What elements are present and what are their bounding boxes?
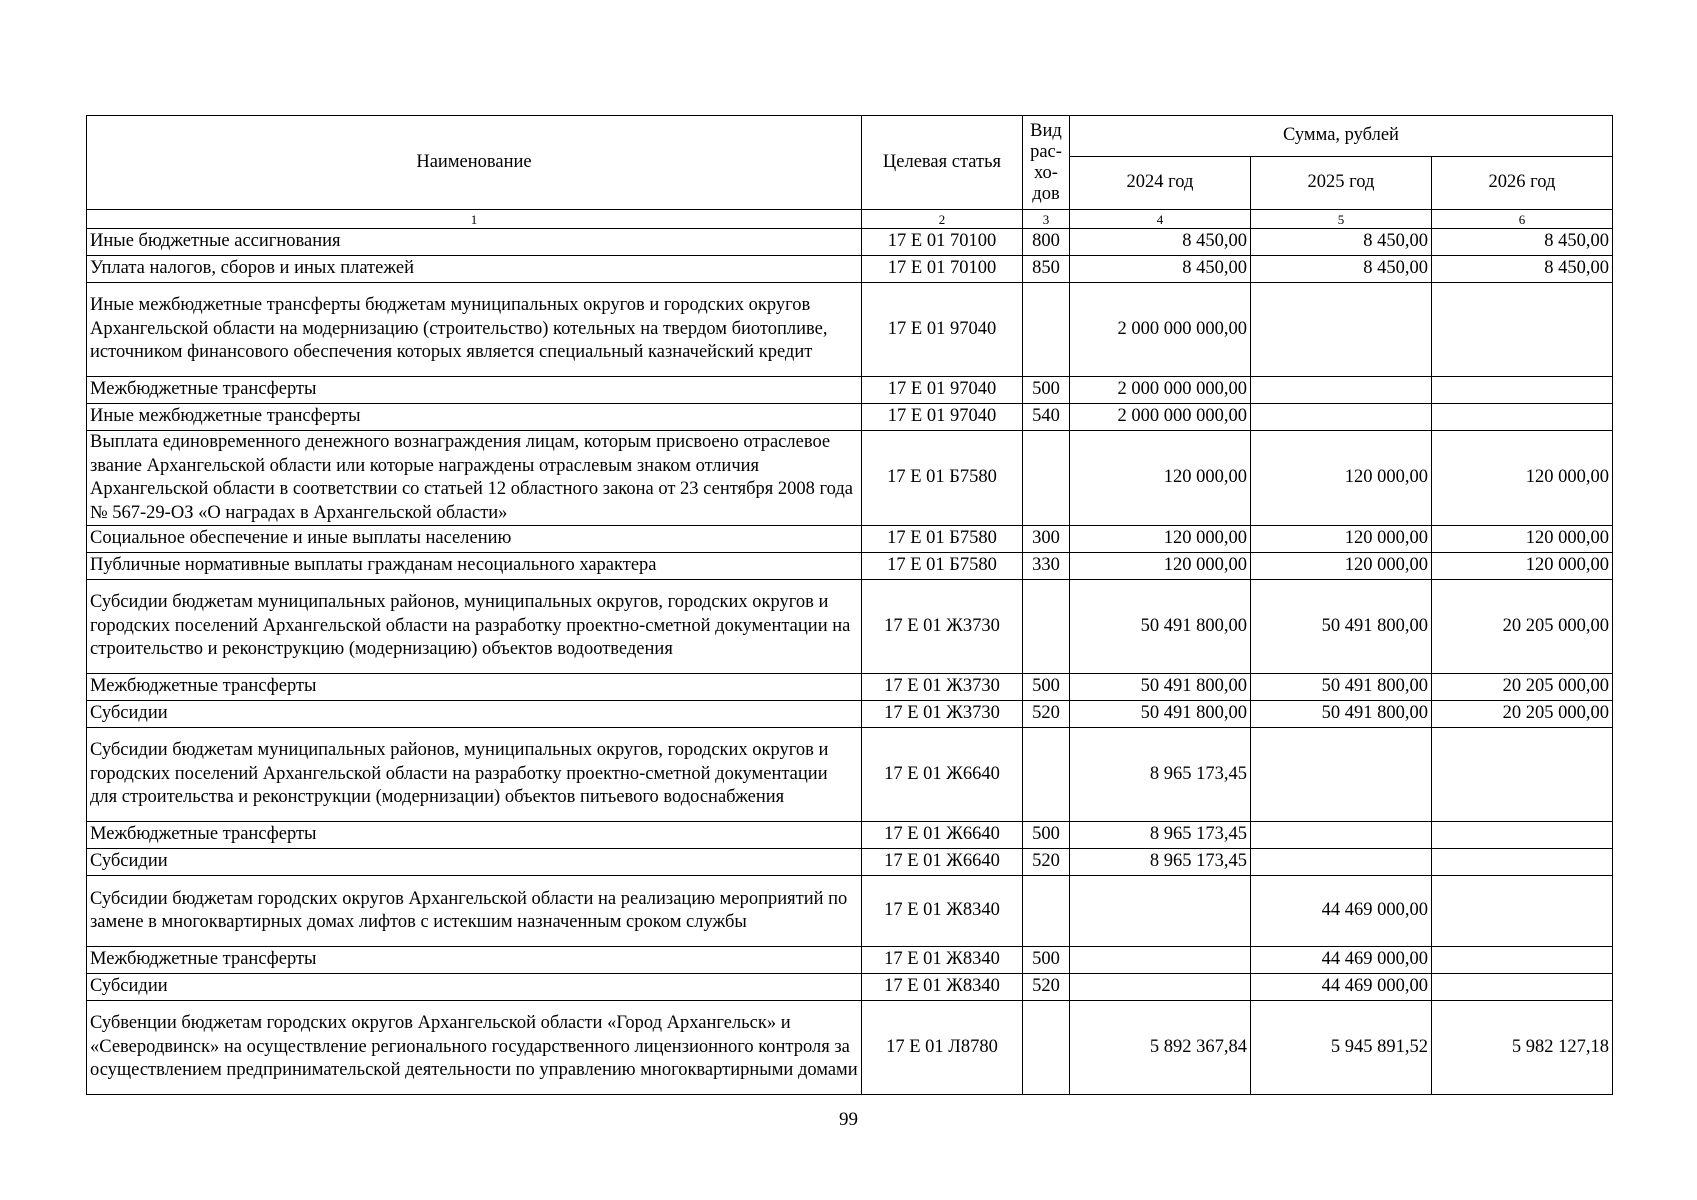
table-row <box>87 974 1613 1001</box>
cell-vid <box>1023 283 1070 377</box>
cell-vid: 300 <box>1023 526 1070 553</box>
cell-sum-2024: 120 000,00 <box>1070 431 1251 526</box>
cell-sum-2025 <box>1251 849 1432 876</box>
cell-vid <box>1023 431 1070 526</box>
cell-sum-2026 <box>1432 876 1613 947</box>
cell-sum-2024: 8 965 173,45 <box>1070 822 1251 849</box>
table-row <box>87 526 1613 553</box>
cell-sum-2024 <box>1070 974 1251 1001</box>
cell-sum-2026 <box>1432 404 1613 431</box>
cell-sum-2025 <box>1251 283 1432 377</box>
header-vid: Вид рас- хо- дов <box>1023 116 1070 210</box>
table-row <box>87 229 1613 256</box>
cell-target: 17 Е 01 Ж6640 <box>862 849 1023 876</box>
cell-vid: 500 <box>1023 674 1070 701</box>
cell-name: Социальное обеспечение и иные выплаты населению <box>87 526 862 553</box>
cell-target: 17 Е 01 Ж3730 <box>862 674 1023 701</box>
table-row <box>87 701 1613 728</box>
column-number: 6 <box>1432 210 1613 229</box>
cell-name: Межбюджетные трансферты <box>87 674 862 701</box>
budget-table <box>86 115 1613 1095</box>
cell-vid: 330 <box>1023 553 1070 580</box>
table-row <box>87 377 1613 404</box>
cell-sum-2024: 50 491 800,00 <box>1070 674 1251 701</box>
cell-vid: 500 <box>1023 377 1070 404</box>
cell-sum-2025: 44 469 000,00 <box>1251 974 1432 1001</box>
cell-sum-2024: 8 965 173,45 <box>1070 728 1251 822</box>
cell-sum-2025: 8 450,00 <box>1251 229 1432 256</box>
cell-vid: 520 <box>1023 974 1070 1001</box>
cell-name: Субсидии бюджетам городских округов Архангельской области на реализацию мероприятий по замене в многоквартирных домах лифтов с истекшим назначенным сроком службы <box>87 876 862 947</box>
cell-sum-2025: 5 945 891,52 <box>1251 1001 1432 1095</box>
cell-sum-2026: 8 450,00 <box>1432 229 1613 256</box>
cell-sum-2024: 2 000 000 000,00 <box>1070 377 1251 404</box>
column-number-row <box>87 210 1613 229</box>
cell-vid: 800 <box>1023 229 1070 256</box>
cell-target: 17 Е 01 Ж3730 <box>862 580 1023 674</box>
cell-name: Субсидии <box>87 849 862 876</box>
cell-target: 17 Е 01 Ж3730 <box>862 701 1023 728</box>
table-row <box>87 947 1613 974</box>
cell-sum-2025 <box>1251 377 1432 404</box>
cell-sum-2025: 8 450,00 <box>1251 256 1432 283</box>
cell-sum-2025: 50 491 800,00 <box>1251 674 1432 701</box>
table-row <box>87 256 1613 283</box>
table-body <box>87 229 1613 1095</box>
cell-vid: 540 <box>1023 404 1070 431</box>
cell-vid <box>1023 876 1070 947</box>
cell-sum-2024: 8 450,00 <box>1070 256 1251 283</box>
cell-sum-2026: 20 205 000,00 <box>1432 580 1613 674</box>
cell-sum-2024: 2 000 000 000,00 <box>1070 283 1251 377</box>
cell-sum-2024: 8 450,00 <box>1070 229 1251 256</box>
cell-name: Иные межбюджетные трансферты <box>87 404 862 431</box>
cell-vid <box>1023 1001 1070 1095</box>
cell-name: Субсидии <box>87 974 862 1001</box>
cell-name: Межбюджетные трансферты <box>87 947 862 974</box>
cell-target: 17 Е 01 Л8780 <box>862 1001 1023 1095</box>
cell-sum-2024 <box>1070 947 1251 974</box>
page-number: 99 <box>839 1109 858 1130</box>
header-name: Наименование <box>87 116 862 210</box>
cell-sum-2024: 5 892 367,84 <box>1070 1001 1251 1095</box>
cell-vid: 520 <box>1023 701 1070 728</box>
cell-name: Публичные нормативные выплаты гражданам несоциального характера <box>87 553 862 580</box>
cell-target: 17 Е 01 Б7580 <box>862 526 1023 553</box>
cell-vid <box>1023 580 1070 674</box>
cell-name: Субсидии бюджетам муниципальных районов, муниципальных округов, городских округов и городских поселений Архангельской области на разработку проектно-сметной документации на строительство и реконструкцию (модернизацию) объектов водоотведения <box>87 580 862 674</box>
cell-name: Иные межбюджетные трансферты бюджетам муниципальных округов и городских округов Архангельской области на модернизацию (строительство) котельных на твердом биотопливе, источником финансового обеспечения которых является специальный казначейский кредит <box>87 283 862 377</box>
cell-name: Субвенции бюджетам городских округов Архангельской области «Город Архангельск» и «Северодвинск» на осуществление регионального государственного лицензионного контроля за осуществлением предпринимательской деятельности по управлению многоквартирными домами <box>87 1001 862 1095</box>
cell-name: Выплата единовременного денежного вознаграждения лицам, которым присвоено отраслевое звание Архангельской области или которые награждены отраслевым знаком отличия Архангельской области в соответствии со статьей 12 областного закона от 23 сентября 2008 года № 567-29-ОЗ «О наградах в Архангельской области» <box>87 431 862 526</box>
header-2024: 2024 год <box>1070 157 1251 210</box>
cell-target: 17 Е 01 97040 <box>862 377 1023 404</box>
cell-target: 17 Е 01 97040 <box>862 404 1023 431</box>
cell-sum-2024: 8 965 173,45 <box>1070 849 1251 876</box>
table-row <box>87 1001 1613 1095</box>
column-number: 2 <box>862 210 1023 229</box>
cell-sum-2026 <box>1432 947 1613 974</box>
cell-sum-2024 <box>1070 876 1251 947</box>
cell-target: 17 Е 01 Ж8340 <box>862 947 1023 974</box>
header-target: Целевая статья <box>862 116 1023 210</box>
table-row <box>87 283 1613 377</box>
cell-sum-2024: 120 000,00 <box>1070 553 1251 580</box>
cell-sum-2024: 2 000 000 000,00 <box>1070 404 1251 431</box>
cell-sum-2024: 50 491 800,00 <box>1070 701 1251 728</box>
table-row <box>87 849 1613 876</box>
cell-sum-2025 <box>1251 728 1432 822</box>
cell-sum-2026 <box>1432 822 1613 849</box>
cell-sum-2026: 120 000,00 <box>1432 526 1613 553</box>
cell-sum-2026: 120 000,00 <box>1432 553 1613 580</box>
header-2026: 2026 год <box>1432 157 1613 210</box>
cell-name: Уплата налогов, сборов и иных платежей <box>87 256 862 283</box>
cell-sum-2025: 44 469 000,00 <box>1251 947 1432 974</box>
cell-name: Межбюджетные трансферты <box>87 377 862 404</box>
header-row-top <box>87 116 1613 157</box>
cell-name: Межбюджетные трансферты <box>87 822 862 849</box>
table-row <box>87 404 1613 431</box>
cell-sum-2026: 5 982 127,18 <box>1432 1001 1613 1095</box>
cell-vid <box>1023 728 1070 822</box>
cell-target: 17 Е 01 70100 <box>862 229 1023 256</box>
cell-vid: 500 <box>1023 947 1070 974</box>
table-row <box>87 431 1613 526</box>
cell-sum-2025: 50 491 800,00 <box>1251 701 1432 728</box>
cell-name: Субсидии <box>87 701 862 728</box>
cell-sum-2026: 20 205 000,00 <box>1432 701 1613 728</box>
cell-target: 17 Е 01 Ж8340 <box>862 974 1023 1001</box>
cell-target: 17 Е 01 Ж6640 <box>862 822 1023 849</box>
header-sum: Сумма, рублей <box>1070 116 1613 157</box>
cell-vid: 850 <box>1023 256 1070 283</box>
column-number: 3 <box>1023 210 1070 229</box>
cell-sum-2026 <box>1432 974 1613 1001</box>
cell-sum-2026: 8 450,00 <box>1432 256 1613 283</box>
cell-target: 17 Е 01 Ж8340 <box>862 876 1023 947</box>
table-row <box>87 728 1613 822</box>
cell-target: 17 Е 01 Ж6640 <box>862 728 1023 822</box>
cell-vid: 500 <box>1023 822 1070 849</box>
cell-target: 17 Е 01 97040 <box>862 283 1023 377</box>
table-row <box>87 822 1613 849</box>
column-number: 5 <box>1251 210 1432 229</box>
cell-sum-2026 <box>1432 849 1613 876</box>
cell-sum-2025: 120 000,00 <box>1251 553 1432 580</box>
cell-sum-2026: 120 000,00 <box>1432 431 1613 526</box>
cell-target: 17 Е 01 Б7580 <box>862 431 1023 526</box>
cell-sum-2024: 50 491 800,00 <box>1070 580 1251 674</box>
cell-sum-2025: 120 000,00 <box>1251 526 1432 553</box>
cell-sum-2026: 20 205 000,00 <box>1432 674 1613 701</box>
cell-sum-2025 <box>1251 404 1432 431</box>
column-number: 4 <box>1070 210 1251 229</box>
cell-target: 17 Е 01 70100 <box>862 256 1023 283</box>
cell-sum-2025: 50 491 800,00 <box>1251 580 1432 674</box>
table-row <box>87 553 1613 580</box>
column-number: 1 <box>87 210 862 229</box>
table-row <box>87 674 1613 701</box>
header-2025: 2025 год <box>1251 157 1432 210</box>
cell-sum-2025 <box>1251 822 1432 849</box>
cell-sum-2026 <box>1432 728 1613 822</box>
cell-sum-2025: 120 000,00 <box>1251 431 1432 526</box>
cell-target: 17 Е 01 Б7580 <box>862 553 1023 580</box>
cell-sum-2026 <box>1432 377 1613 404</box>
cell-sum-2025: 44 469 000,00 <box>1251 876 1432 947</box>
cell-sum-2026 <box>1432 283 1613 377</box>
cell-vid: 520 <box>1023 849 1070 876</box>
cell-name: Субсидии бюджетам муниципальных районов, муниципальных округов, городских округов и городских поселений Архангельской области на разработку проектно-сметной документации для строительства и реконструкции (модернизации) объектов питьевого водоснабжения <box>87 728 862 822</box>
cell-sum-2024: 120 000,00 <box>1070 526 1251 553</box>
cell-name: Иные бюджетные ассигнования <box>87 229 862 256</box>
table-row <box>87 580 1613 674</box>
table-row <box>87 876 1613 947</box>
